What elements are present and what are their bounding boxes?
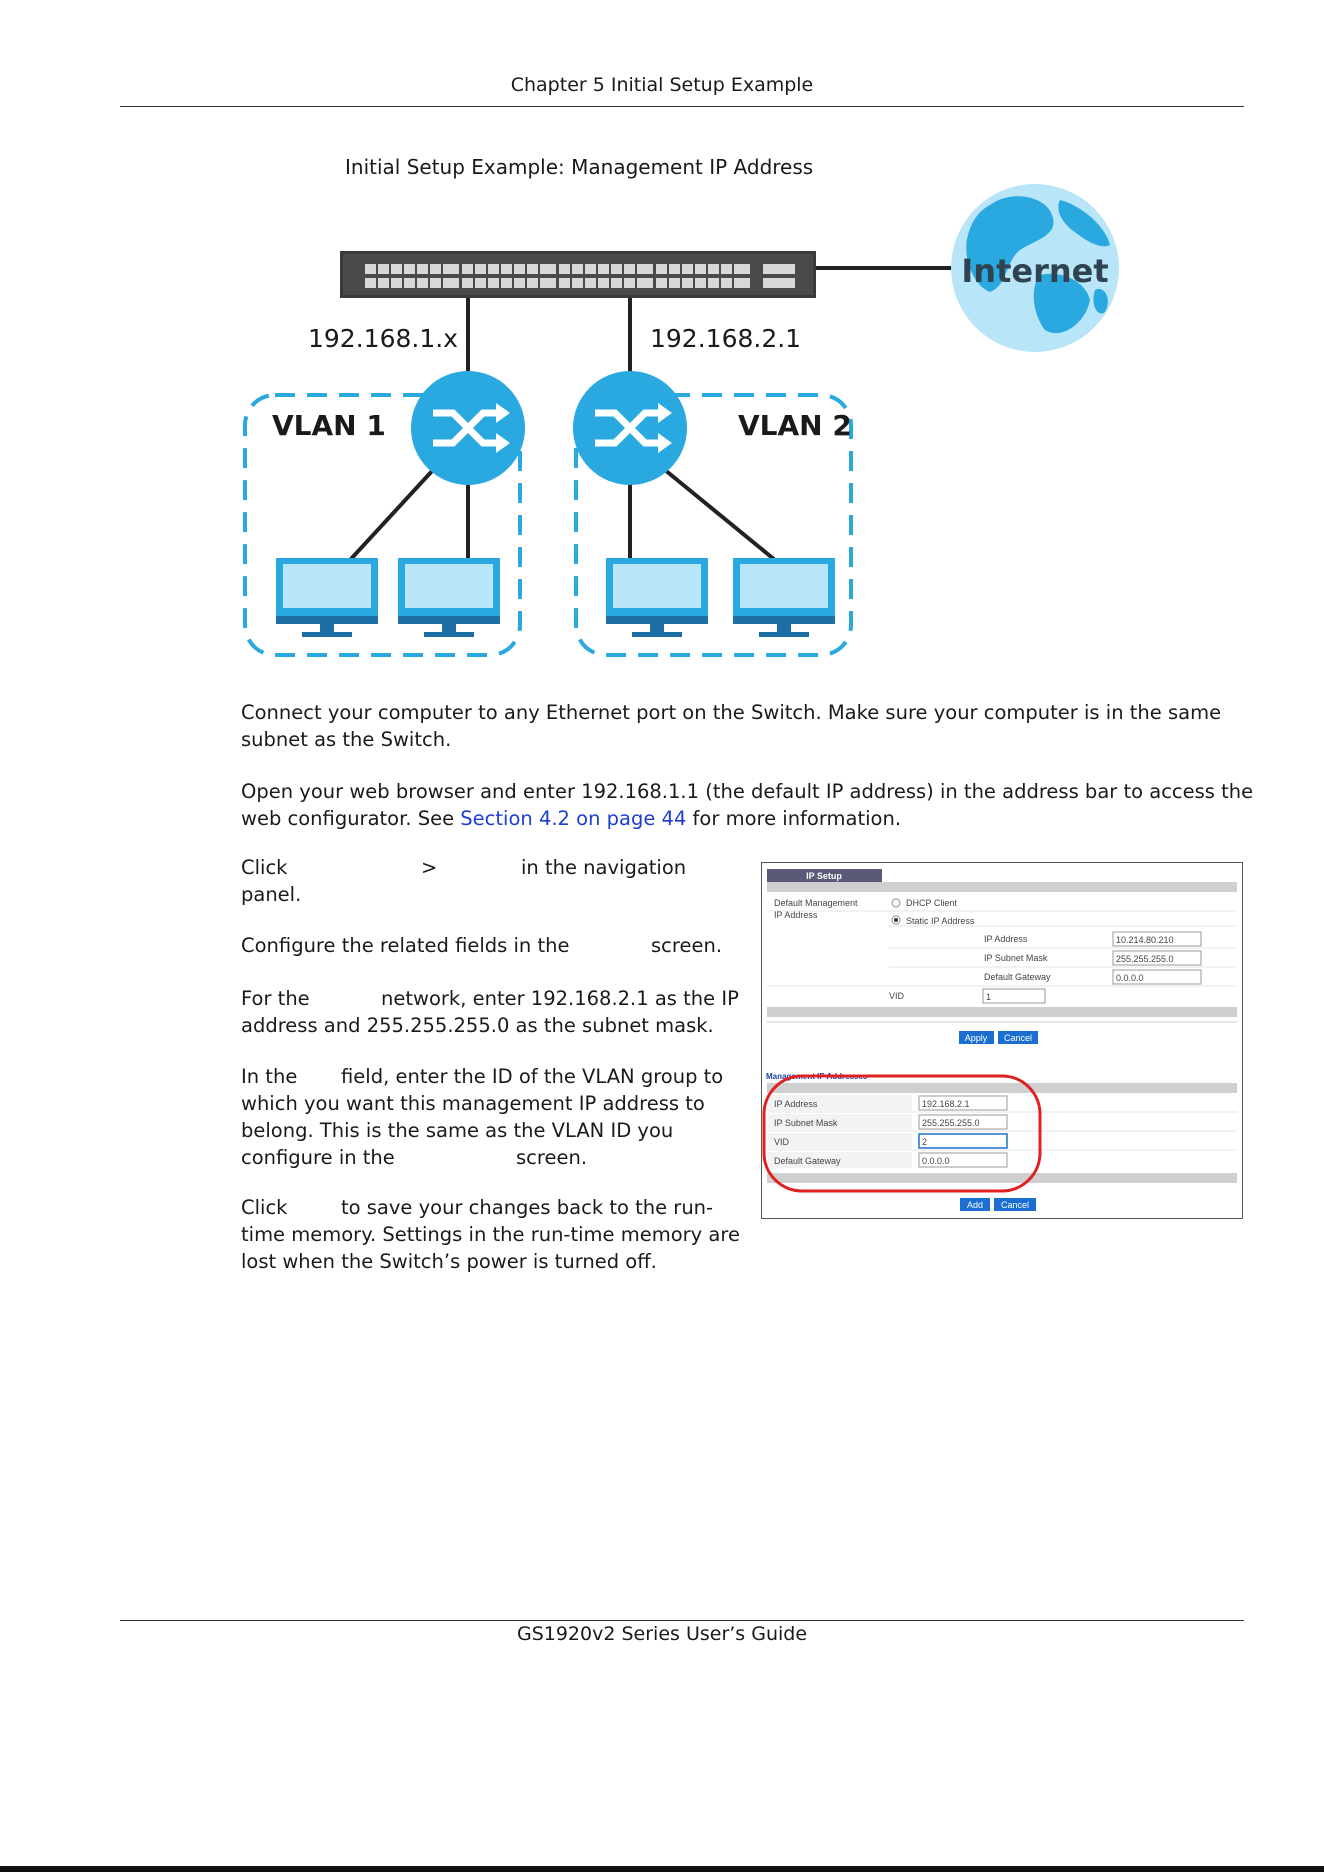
text-run: Click	[241, 1196, 288, 1219]
static-ip-label: Static IP Address	[906, 916, 975, 926]
mgmt-gw-value: 0.0.0.0	[922, 1156, 950, 1166]
network-diagram	[0, 0, 1324, 680]
text-run: web configurator. See	[241, 807, 461, 830]
paragraph-line: Open your web browser and enter 192.168.1.1 (the default IP address) in the address bar to access the	[241, 780, 1254, 803]
paragraph-line: Connect your computer to any Ethernet port on the Switch. Make sure your computer is in the same	[241, 701, 1222, 724]
text-run: belong. This is the same as the VLAN ID you	[241, 1119, 674, 1142]
link-vlan2-pc2	[665, 470, 775, 560]
field-gw-label: Default Gateway	[984, 972, 1051, 982]
vid-value: 1	[986, 992, 992, 1002]
step-vid	[241, 1063, 741, 1171]
link-vlan1-pc1	[350, 470, 433, 560]
figure-title: Initial Setup Example: Management IP Address	[345, 155, 814, 179]
computer-icon-vlan2-a	[606, 558, 708, 637]
mgmt-ip-label: IP Address	[774, 1099, 818, 1109]
field-ip-label: IP Address	[984, 934, 1028, 944]
text-run: >	[421, 856, 438, 879]
cancel-label-2: Cancel	[1000, 1200, 1030, 1210]
text-run: configure in the	[241, 1146, 395, 1169]
step-save	[241, 1194, 741, 1275]
text-run: time memory. Settings in the run-time memory are	[241, 1223, 740, 1246]
tab-ip-setup-label: IP Setup	[806, 871, 842, 881]
cancel-label: Cancel	[1003, 1033, 1033, 1043]
paragraph-connect	[241, 699, 1221, 753]
step-configure	[241, 932, 741, 959]
switch-node-right-icon	[573, 371, 687, 485]
paragraph-line: subnet as the Switch.	[241, 728, 452, 751]
mgmt-mask-value: 255.255.255.0	[922, 1118, 980, 1128]
text-run: network, enter 192.168.2.1 as the IP	[381, 987, 739, 1010]
text-run: address and 255.255.255.0 as the subnet mask.	[241, 1014, 714, 1037]
text-run: field, enter the ID of the VLAN group to	[341, 1065, 724, 1088]
dhcp-radio[interactable]	[892, 899, 900, 907]
step-click-menu	[241, 854, 741, 908]
ip-address-label: IP Address	[774, 910, 818, 920]
vid-input[interactable]	[983, 989, 1045, 1003]
text-run: screen.	[516, 1146, 588, 1169]
guide-footer: GS1920v2 Series User’s Guide	[516, 1623, 808, 1645]
field-gw-value: 0.0.0.0	[1116, 973, 1144, 983]
field-mask-label: IP Subnet Mask	[984, 953, 1048, 963]
section-link[interactable]: Section 4.2 on page 44	[460, 807, 687, 830]
text-run: lost when the Switch’s power is turned off.	[241, 1250, 657, 1273]
paragraph-line	[241, 805, 1253, 832]
vid-label: VID	[889, 991, 905, 1001]
mgmt-mask-label: IP Subnet Mask	[774, 1118, 838, 1128]
computer-icon-vlan1-a	[276, 558, 378, 637]
field-mask-value: 255.255.255.0	[1116, 954, 1174, 964]
switch-node-left-icon	[411, 371, 525, 485]
mgmt-vid-input[interactable]	[919, 1134, 1007, 1148]
text-run: to save your changes back to the run-	[341, 1196, 714, 1219]
dhcp-label: DHCP Client	[906, 898, 957, 908]
mgmt-section-title: Management IP Addresses	[766, 1072, 868, 1081]
ip-left-label: 192.168.1.x	[308, 324, 458, 353]
text-run: for more information.	[686, 807, 902, 830]
text-run: Click	[241, 856, 288, 879]
text-run: In the	[241, 1065, 298, 1088]
text-run: in the navigation	[521, 856, 687, 879]
chapter-header: Chapter 5 Initial Setup Example	[510, 74, 814, 96]
vlan2-label: VLAN 2	[738, 409, 852, 442]
add-label: Add	[966, 1200, 984, 1210]
vlan1-label: VLAN 1	[272, 409, 386, 442]
computer-icon-vlan2-b	[733, 558, 835, 637]
scan-edge	[0, 1866, 1324, 1872]
text-run: screen.	[651, 934, 723, 957]
mgmt-gw-label: Default Gateway	[774, 1156, 841, 1166]
ip-setup-screenshot	[761, 862, 1243, 1219]
mgmt-vid-label: VID	[774, 1137, 790, 1147]
mgmt-vid-value: 2	[922, 1137, 928, 1147]
mgmt-ip-value: 192.168.2.1	[922, 1099, 970, 1109]
footer-rule	[120, 1620, 1244, 1621]
switch-icon	[340, 251, 816, 298]
internet-label: Internet	[961, 252, 1109, 290]
text-run: Configure the related fields in the	[241, 934, 570, 957]
default-mgmt-label: Default Management	[774, 898, 858, 908]
apply-label: Apply	[964, 1033, 988, 1043]
text-run: For the	[241, 987, 310, 1010]
field-ip-value: 10.214.80.210	[1116, 935, 1174, 945]
step-network	[241, 985, 741, 1039]
computer-icon-vlan1-b	[398, 558, 500, 637]
text-run: panel.	[241, 883, 302, 906]
paragraph-browser	[241, 778, 1253, 832]
text-run: which you want this management IP address to	[241, 1092, 705, 1115]
ip-right-label: 192.168.2.1	[650, 324, 802, 353]
